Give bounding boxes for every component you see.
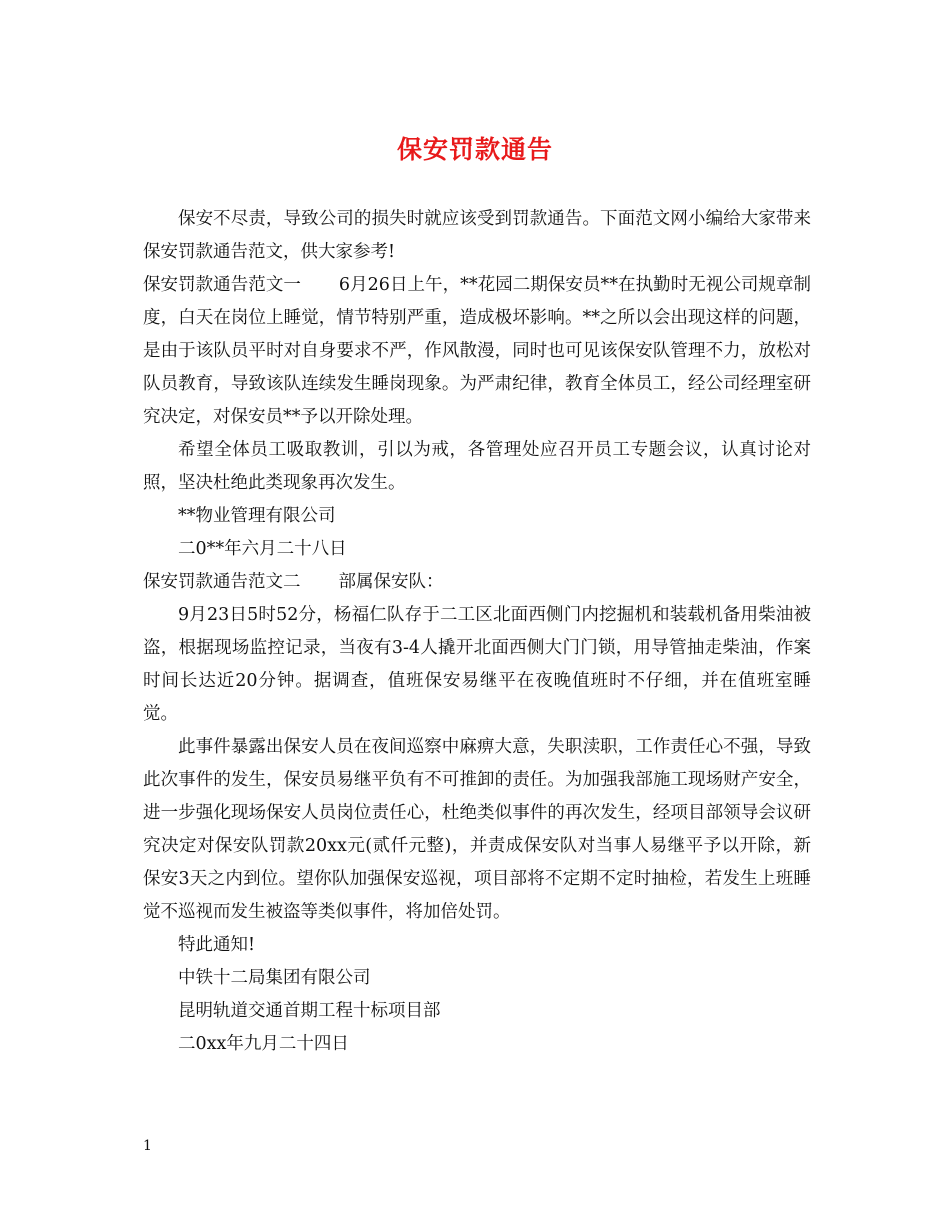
sample1-body: 6月26日上午，**花园二期保安员**在执勤时无视公司规章制度，白天在岗位上睡觉，情节特别严重，造成极坏影响。**之所以会出现这样的问题，是由于该队员平时对自身要求不严，作风散漫，同时也可见该保安队管理不力，放松对队员教育，导致该队连续发生睡岗现象。为严肃纪律，教育全体员工，经公司经理室研究决定，对保安员**予以开除处理。 — [143, 275, 812, 427]
sample2-date: 二0xx年九月二十四日 — [178, 1034, 349, 1054]
sample1-paragraph — [143, 269, 811, 434]
sample2-heading-line — [143, 566, 811, 599]
sample2-addressee: 部属保安队： — [338, 572, 444, 592]
page-number: 1 — [143, 1138, 152, 1154]
sample1-company: **物业管理有限公司 — [178, 506, 336, 526]
sample2-paragraph2: 此事件暴露出保安人员在夜间巡察中麻痹大意，失职渎职，工作责任心不强，导致此次事件的发生，保安员易继平负有不可推卸的责任。为加强我部施工现场财产安全，进一步强化现场保安人员岗位责任心，杜绝类似事件的再次发生，经项目部领导会议研究决定对保安队罚款20xx元(贰仟元整)，并责成保安队对当事人易继平予以开除，新保安3天之内到位。望你队加强保安巡视，项目部将不定期不定时抽检，若发生上班睡觉不巡视而发生被盗等类似事件，将加倍处罚。 — [143, 737, 811, 922]
sample2-closing: 特此通知! — [178, 935, 256, 955]
sample2-company: 中铁十二局集团有限公司 — [178, 968, 371, 988]
sample2-paragraph1: 9月23日5时52分，杨福仁队存于二工区北面西侧门内挖掘机和装载机备用柴油被盗，根据现场监控记录，当夜有3-4人撬开北面西侧大门门锁，用导管抽走柴油，作案时间长达近20分钟。据调查，值班保安易继平在夜晚值班时不仔细，并在值班室睡觉。 — [143, 605, 811, 724]
intro-paragraph: 保安不尽责，导致公司的损失时就应该受到罚款通告。下面范文网小编给大家带来保安罚款通告范文，供大家参考! — [143, 209, 811, 262]
sample2-department: 昆明轨道交通首期工程十标项目部 — [178, 1001, 441, 1021]
sample2-heading: 保安罚款通告范文二 — [143, 572, 301, 592]
sample1-heading: 保安罚款通告范文一 — [143, 275, 301, 295]
document-body — [143, 203, 811, 1061]
sample1-date: 二0**年六月二十八日 — [178, 539, 347, 559]
sample1-paragraph2: 希望全体员工吸取教训，引以为戒，各管理处应召开员工专题会议，认真讨论对照，坚决杜绝此类现象再次发生。 — [143, 440, 811, 493]
document-title: 保安罚款通告 — [396, 135, 553, 164]
